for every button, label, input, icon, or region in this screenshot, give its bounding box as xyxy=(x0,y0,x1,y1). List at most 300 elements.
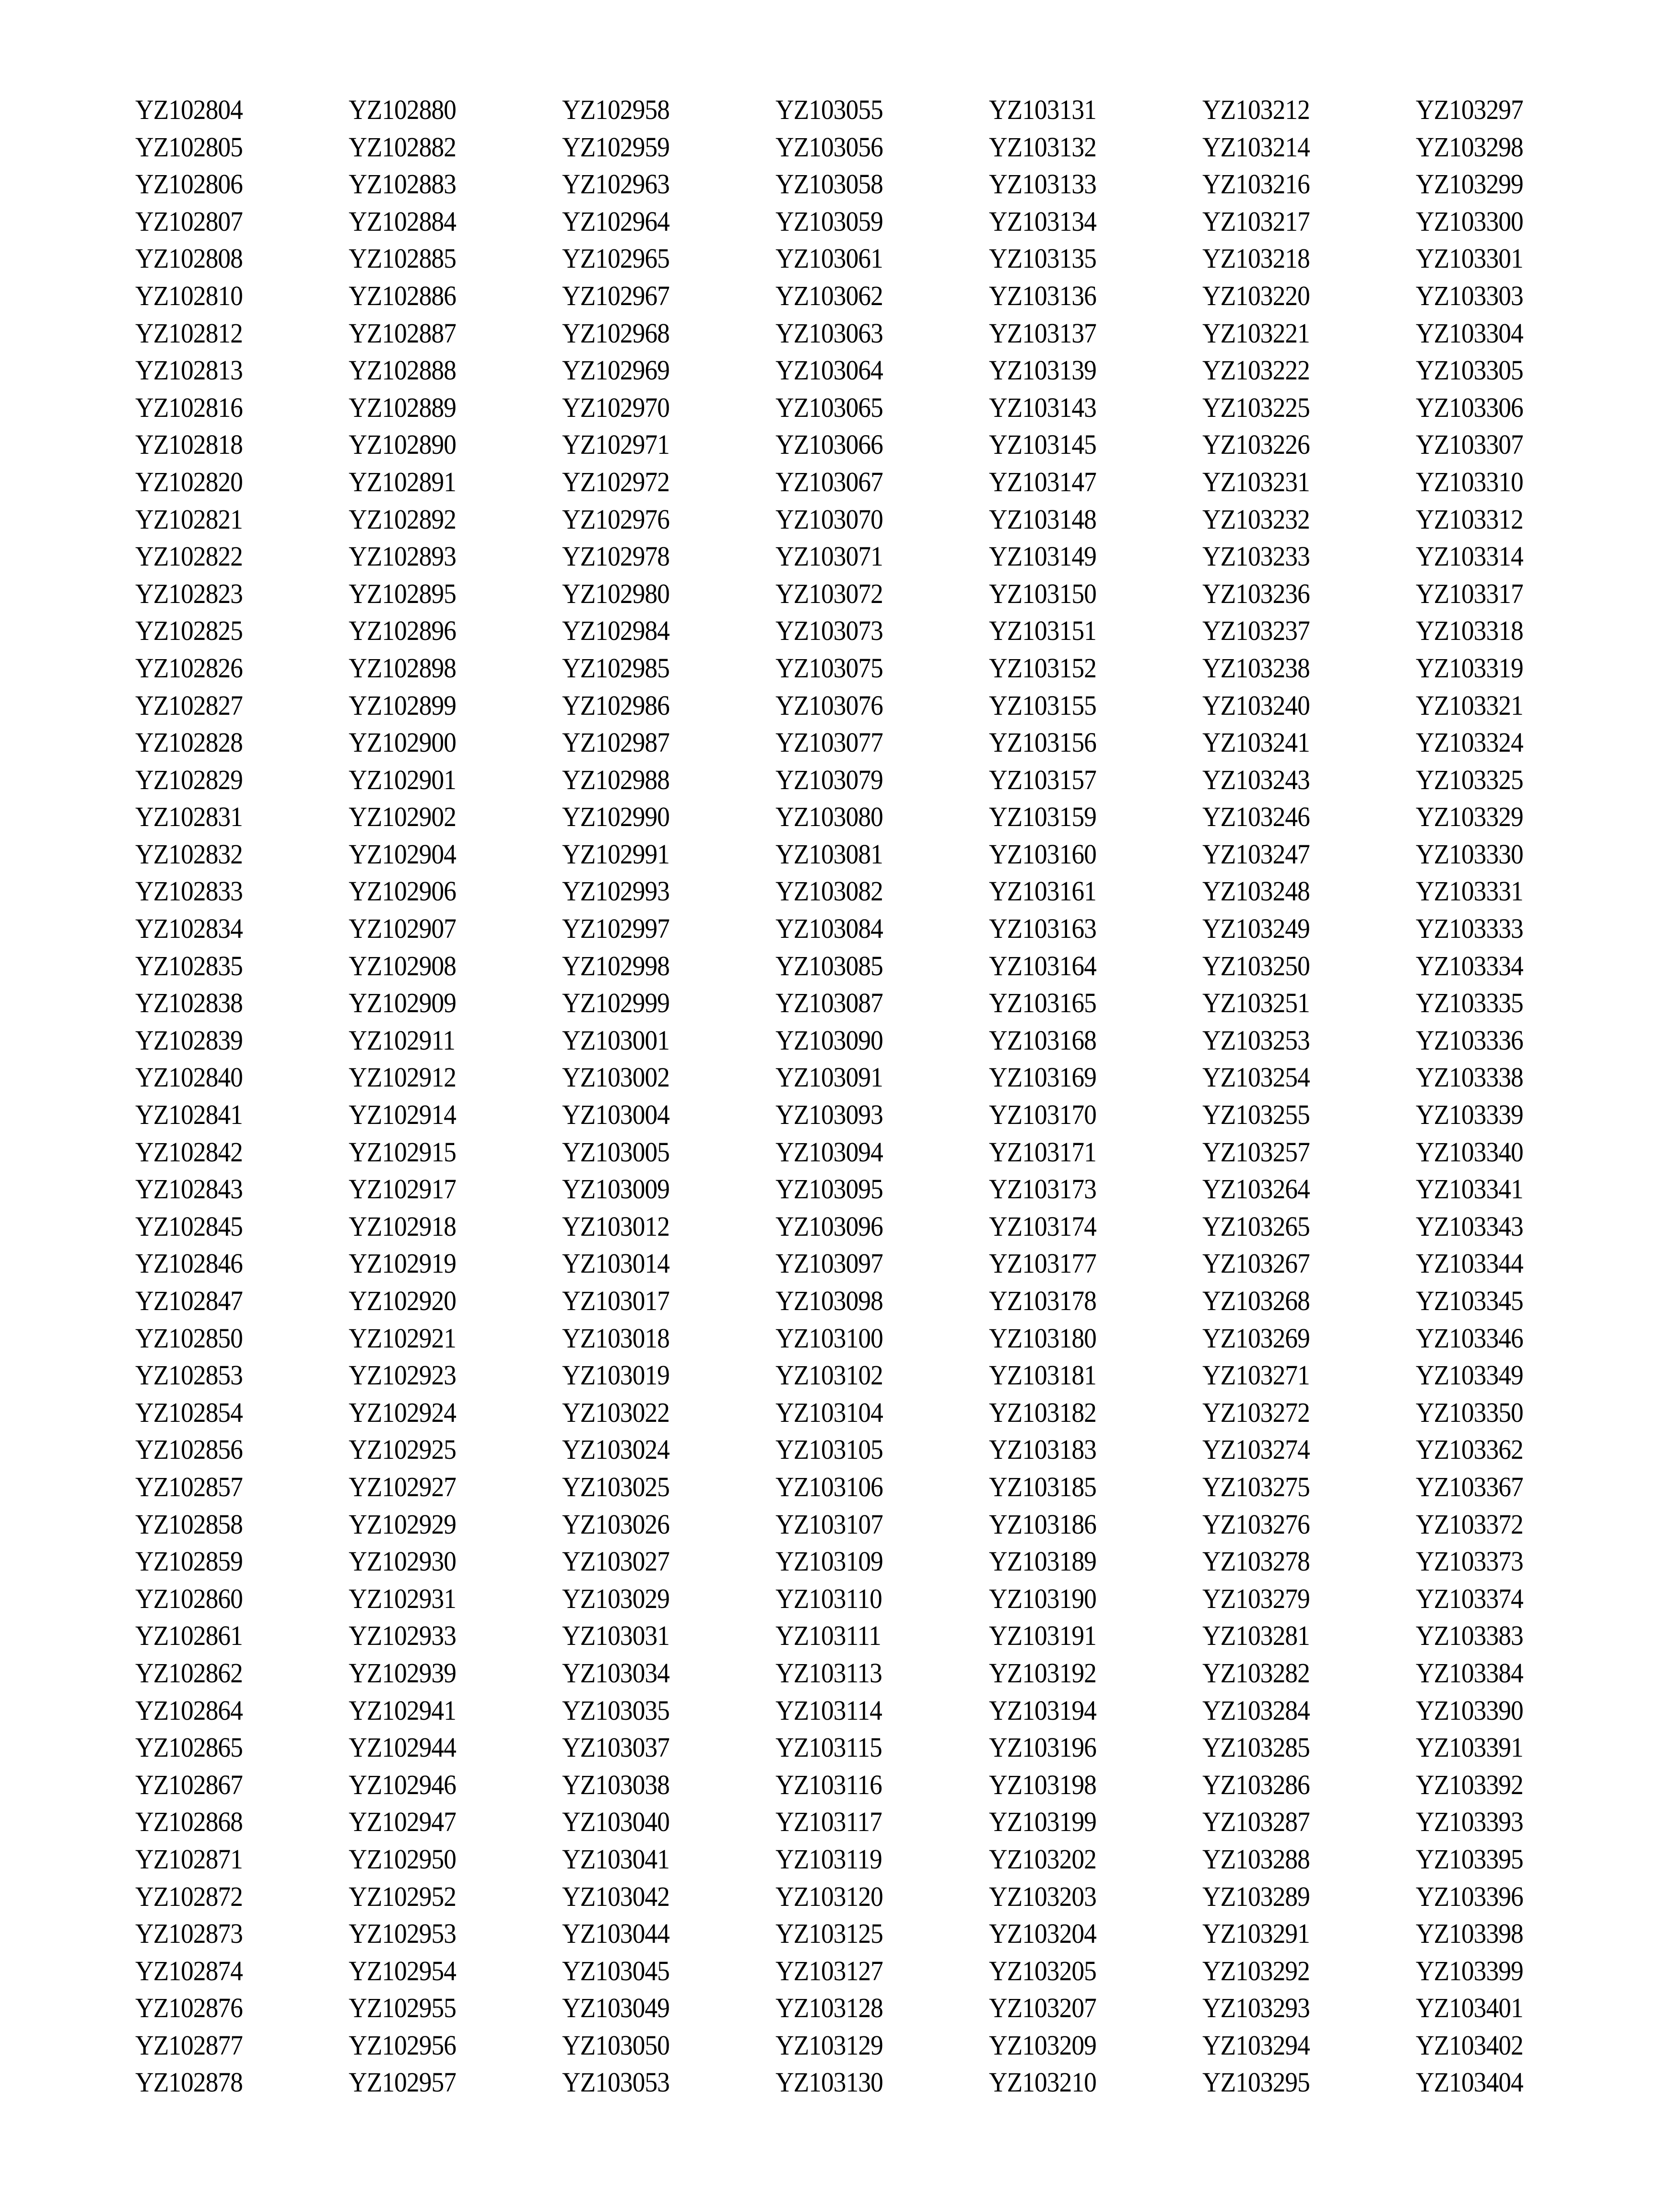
id-cell: YZ102858 xyxy=(135,1508,243,1540)
id-cell: YZ103339 xyxy=(1416,1099,1523,1131)
id-cell: YZ102947 xyxy=(349,1806,456,1838)
id-cell: YZ103304 xyxy=(1416,317,1523,349)
id-cell: YZ103305 xyxy=(1416,355,1523,386)
id-cell: YZ103248 xyxy=(1202,875,1310,907)
id-cell: YZ103267 xyxy=(1202,1248,1310,1279)
id-cell: YZ103321 xyxy=(1416,689,1523,721)
id-cell: YZ103275 xyxy=(1202,1471,1310,1502)
id-cell: YZ102850 xyxy=(135,1322,243,1354)
id-cell: YZ102843 xyxy=(135,1173,243,1205)
id-cell: YZ102807 xyxy=(135,205,243,237)
id-cell: YZ102931 xyxy=(349,1583,456,1614)
id-cell: YZ103291 xyxy=(1202,1918,1310,1950)
id-cell: YZ103067 xyxy=(775,466,883,497)
id-cell: YZ103319 xyxy=(1416,652,1523,684)
id-cell: YZ102891 xyxy=(349,466,456,497)
id-cell: YZ103314 xyxy=(1416,541,1523,572)
id-cell: YZ103116 xyxy=(775,1769,882,1800)
id-cell: YZ102944 xyxy=(349,1732,456,1763)
id-cell: YZ103264 xyxy=(1202,1173,1310,1205)
id-cell: YZ103401 xyxy=(1416,1992,1523,2024)
id-cell: YZ103383 xyxy=(1416,1620,1523,1652)
id-cell: YZ103150 xyxy=(989,578,1096,609)
id-cell: YZ102806 xyxy=(135,168,243,200)
id-cell: YZ103145 xyxy=(989,429,1096,461)
id-cell: YZ103191 xyxy=(989,1620,1096,1652)
id-cell: YZ102954 xyxy=(349,1955,456,1986)
id-cell: YZ103072 xyxy=(775,578,883,609)
id-cell: YZ103178 xyxy=(989,1285,1096,1316)
id-cell: YZ102808 xyxy=(135,243,243,274)
id-cell: YZ103055 xyxy=(775,94,883,125)
id-cell: YZ102985 xyxy=(562,652,670,684)
id-cell: YZ103109 xyxy=(775,1546,883,1577)
id-cell: YZ103076 xyxy=(775,689,883,721)
id-cell: YZ103059 xyxy=(775,205,883,237)
id-cell: YZ102953 xyxy=(349,1918,456,1950)
id-cell: YZ102889 xyxy=(349,391,456,423)
id-cell: YZ103392 xyxy=(1416,1769,1523,1800)
id-cell: YZ103087 xyxy=(775,987,883,1019)
id-cell: YZ102998 xyxy=(562,950,670,981)
id-cell: YZ103024 xyxy=(562,1434,670,1465)
id-cell: YZ103338 xyxy=(1416,1062,1523,1093)
id-cell: YZ103341 xyxy=(1416,1173,1523,1205)
id-cell: YZ102971 xyxy=(562,429,670,461)
id-cell: YZ103287 xyxy=(1202,1806,1310,1838)
id-cell: YZ103194 xyxy=(989,1694,1096,1726)
id-cell: YZ102887 xyxy=(349,317,456,349)
id-cell: YZ103216 xyxy=(1202,168,1310,200)
id-cell: YZ102839 xyxy=(135,1024,243,1056)
id-cell: YZ103335 xyxy=(1416,987,1523,1019)
id-cell: YZ102896 xyxy=(349,615,456,647)
id-cell: YZ102829 xyxy=(135,764,243,795)
id-cell: YZ102827 xyxy=(135,689,243,721)
id-cell: YZ103163 xyxy=(989,913,1096,945)
id-cell: YZ103070 xyxy=(775,503,883,535)
id-cell: YZ103152 xyxy=(989,652,1096,684)
id-cell: YZ103026 xyxy=(562,1508,670,1540)
id-cell: YZ102924 xyxy=(349,1396,456,1428)
id-cell: YZ102874 xyxy=(135,1955,243,1986)
id-cell: YZ102955 xyxy=(349,1992,456,2024)
id-cell: YZ102859 xyxy=(135,1546,243,1577)
id-cell: YZ103064 xyxy=(775,355,883,386)
id-cell: YZ102835 xyxy=(135,950,243,981)
id-cell: YZ103285 xyxy=(1202,1732,1310,1763)
id-cell: YZ102986 xyxy=(562,689,670,721)
id-cell: YZ102915 xyxy=(349,1136,456,1168)
id-cell: YZ103037 xyxy=(562,1732,670,1763)
id-cell: YZ103159 xyxy=(989,801,1096,833)
id-cell: YZ103170 xyxy=(989,1099,1096,1131)
id-cell: YZ103192 xyxy=(989,1657,1096,1689)
id-cell: YZ102967 xyxy=(562,280,670,311)
id-cell: YZ103034 xyxy=(562,1657,670,1689)
id-cell: YZ103017 xyxy=(562,1285,670,1316)
id-cell: YZ103149 xyxy=(989,541,1096,572)
id-cell: YZ103203 xyxy=(989,1880,1096,1912)
id-cell: YZ103343 xyxy=(1416,1210,1523,1242)
id-cell: YZ103127 xyxy=(775,1955,883,1986)
id-cell: YZ102841 xyxy=(135,1099,243,1131)
id-cell: YZ103111 xyxy=(775,1620,881,1652)
id-cell: YZ103022 xyxy=(562,1396,670,1428)
id-cell: YZ102805 xyxy=(135,131,243,163)
id-cell: YZ103061 xyxy=(775,243,883,274)
id-cell: YZ103199 xyxy=(989,1806,1096,1838)
id-cell: YZ103066 xyxy=(775,429,883,461)
id-cell: YZ102906 xyxy=(349,875,456,907)
id-cell: YZ102893 xyxy=(349,541,456,572)
id-cell: YZ102845 xyxy=(135,1210,243,1242)
id-cell: YZ103155 xyxy=(989,689,1096,721)
id-cell: YZ103272 xyxy=(1202,1396,1310,1428)
id-cell: YZ103082 xyxy=(775,875,883,907)
id-cell: YZ102933 xyxy=(349,1620,456,1652)
id-cell: YZ103222 xyxy=(1202,355,1310,386)
id-cell: YZ102816 xyxy=(135,391,243,423)
id-cell: YZ102853 xyxy=(135,1359,243,1391)
id-cell: YZ102900 xyxy=(349,727,456,758)
id-cell: YZ103310 xyxy=(1416,466,1523,497)
id-cell: YZ103081 xyxy=(775,838,883,870)
id-cell: YZ103093 xyxy=(775,1099,883,1131)
id-cell: YZ103045 xyxy=(562,1955,670,1986)
id-cell: YZ103393 xyxy=(1416,1806,1523,1838)
id-cell: YZ103374 xyxy=(1416,1583,1523,1614)
id-cell: YZ103135 xyxy=(989,243,1096,274)
id-cell: YZ103115 xyxy=(775,1732,882,1763)
id-cell: YZ103094 xyxy=(775,1136,883,1168)
id-cell: YZ103119 xyxy=(775,1843,882,1875)
id-cell: YZ103231 xyxy=(1202,466,1310,497)
id-cell: YZ103181 xyxy=(989,1359,1096,1391)
id-cell: YZ103286 xyxy=(1202,1769,1310,1800)
id-cell: YZ102965 xyxy=(562,243,670,274)
id-cell: YZ103174 xyxy=(989,1210,1096,1242)
id-cell: YZ102904 xyxy=(349,838,456,870)
id-cell: YZ103185 xyxy=(989,1471,1096,1502)
id-cell: YZ102991 xyxy=(562,838,670,870)
id-cell: YZ103031 xyxy=(562,1620,670,1652)
id-cell: YZ103236 xyxy=(1202,578,1310,609)
id-cell: YZ103210 xyxy=(989,2067,1096,2098)
id-cell: YZ103058 xyxy=(775,168,883,200)
id-cell: YZ103257 xyxy=(1202,1136,1310,1168)
id-list-table xyxy=(135,91,1629,2101)
id-cell: YZ103080 xyxy=(775,801,883,833)
id-cell: YZ103182 xyxy=(989,1396,1096,1428)
id-cell: YZ103325 xyxy=(1416,764,1523,795)
id-cell: YZ102846 xyxy=(135,1248,243,1279)
id-cell: YZ102834 xyxy=(135,913,243,945)
id-cell: YZ103391 xyxy=(1416,1732,1523,1763)
id-cell: YZ103177 xyxy=(989,1248,1096,1279)
id-cell: YZ102821 xyxy=(135,503,243,535)
id-cell: YZ103129 xyxy=(775,2029,883,2061)
id-cell: YZ103025 xyxy=(562,1471,670,1502)
id-cell: YZ102861 xyxy=(135,1620,243,1652)
id-cell: YZ103085 xyxy=(775,950,883,981)
id-cell: YZ102872 xyxy=(135,1880,243,1912)
id-cell: YZ103164 xyxy=(989,950,1096,981)
id-cell: YZ103147 xyxy=(989,466,1096,497)
id-cell: YZ102908 xyxy=(349,950,456,981)
id-cell: YZ103098 xyxy=(775,1285,883,1316)
id-cell: YZ103396 xyxy=(1416,1880,1523,1912)
id-cell: YZ103299 xyxy=(1416,168,1523,200)
id-cell: YZ102860 xyxy=(135,1583,243,1614)
id-cell: YZ103027 xyxy=(562,1546,670,1577)
id-cell: YZ102921 xyxy=(349,1322,456,1354)
id-cell: YZ102923 xyxy=(349,1359,456,1391)
id-cell: YZ103151 xyxy=(989,615,1096,647)
id-cell: YZ103247 xyxy=(1202,838,1310,870)
id-cell: YZ103040 xyxy=(562,1806,670,1838)
id-cell: YZ102892 xyxy=(349,503,456,535)
id-cell: YZ103131 xyxy=(989,94,1096,125)
id-cell: YZ102826 xyxy=(135,652,243,684)
id-cell: YZ102950 xyxy=(349,1843,456,1875)
id-cell: YZ103232 xyxy=(1202,503,1310,535)
id-cell: YZ103004 xyxy=(562,1099,670,1131)
id-cell: YZ103156 xyxy=(989,727,1096,758)
id-cell: YZ103143 xyxy=(989,391,1096,423)
id-cell: YZ103079 xyxy=(775,764,883,795)
id-cell: YZ103238 xyxy=(1202,652,1310,684)
id-cell: YZ102902 xyxy=(349,801,456,833)
id-cell: YZ103002 xyxy=(562,1062,670,1093)
id-cell: YZ103301 xyxy=(1416,243,1523,274)
id-cell: YZ103334 xyxy=(1416,950,1523,981)
id-cell: YZ103117 xyxy=(775,1806,882,1838)
id-cell: YZ103133 xyxy=(989,168,1096,200)
id-cell: YZ103274 xyxy=(1202,1434,1310,1465)
id-cell: YZ103049 xyxy=(562,1992,670,2024)
id-cell: YZ102842 xyxy=(135,1136,243,1168)
id-cell: YZ102925 xyxy=(349,1434,456,1465)
id-cell: YZ103168 xyxy=(989,1024,1096,1056)
id-cell: YZ103134 xyxy=(989,205,1096,237)
id-cell: YZ102914 xyxy=(349,1099,456,1131)
id-cell: YZ103345 xyxy=(1416,1285,1523,1316)
id-cell: YZ102873 xyxy=(135,1918,243,1950)
id-cell: YZ102847 xyxy=(135,1285,243,1316)
id-cell: YZ103214 xyxy=(1202,131,1310,163)
id-cell: YZ103333 xyxy=(1416,913,1523,945)
id-cell: YZ103038 xyxy=(562,1769,670,1800)
id-cell: YZ103367 xyxy=(1416,1471,1523,1502)
id-cell: YZ103125 xyxy=(775,1918,883,1950)
id-cell: YZ102912 xyxy=(349,1062,456,1093)
id-cell: YZ103240 xyxy=(1202,689,1310,721)
id-cell: YZ103102 xyxy=(775,1359,883,1391)
id-cell: YZ102828 xyxy=(135,727,243,758)
id-cell: YZ102997 xyxy=(562,913,670,945)
id-cell: YZ103329 xyxy=(1416,801,1523,833)
id-cell: YZ103056 xyxy=(775,131,883,163)
id-cell: YZ103233 xyxy=(1202,541,1310,572)
id-cell: YZ103253 xyxy=(1202,1024,1310,1056)
id-cell: YZ102864 xyxy=(135,1694,243,1726)
id-cell: YZ103114 xyxy=(775,1694,882,1726)
id-cell: YZ103399 xyxy=(1416,1955,1523,1986)
id-cell: YZ103331 xyxy=(1416,875,1523,907)
id-cell: YZ102963 xyxy=(562,168,670,200)
id-cell: YZ102857 xyxy=(135,1471,243,1502)
id-cell: YZ103289 xyxy=(1202,1880,1310,1912)
id-cell: YZ102882 xyxy=(349,131,456,163)
id-cell: YZ103306 xyxy=(1416,391,1523,423)
id-cell: YZ102980 xyxy=(562,578,670,609)
id-cell: YZ103292 xyxy=(1202,1955,1310,1986)
id-cell: YZ102964 xyxy=(562,205,670,237)
id-cell: YZ103169 xyxy=(989,1062,1096,1093)
id-cell: YZ103246 xyxy=(1202,801,1310,833)
id-cell: YZ103254 xyxy=(1202,1062,1310,1093)
id-cell: YZ103220 xyxy=(1202,280,1310,311)
id-cell: YZ103012 xyxy=(562,1210,670,1242)
id-cell: YZ102890 xyxy=(349,429,456,461)
id-cell: YZ103330 xyxy=(1416,838,1523,870)
id-cell: YZ102867 xyxy=(135,1769,243,1800)
id-cell: YZ103207 xyxy=(989,1992,1096,2024)
id-cell: YZ102898 xyxy=(349,652,456,684)
id-cell: YZ103284 xyxy=(1202,1694,1310,1726)
id-cell: YZ103268 xyxy=(1202,1285,1310,1316)
id-cell: YZ103075 xyxy=(775,652,883,684)
id-cell: YZ103312 xyxy=(1416,503,1523,535)
id-cell: YZ103136 xyxy=(989,280,1096,311)
id-cell: YZ103278 xyxy=(1202,1546,1310,1577)
id-cell: YZ103071 xyxy=(775,541,883,572)
id-cell: YZ103265 xyxy=(1202,1210,1310,1242)
id-cell: YZ103221 xyxy=(1202,317,1310,349)
id-cell: YZ103255 xyxy=(1202,1099,1310,1131)
id-cell: YZ103148 xyxy=(989,503,1096,535)
id-cell: YZ102862 xyxy=(135,1657,243,1689)
id-cell: YZ103204 xyxy=(989,1918,1096,1950)
id-cell: YZ103344 xyxy=(1416,1248,1523,1279)
id-cell: YZ103251 xyxy=(1202,987,1310,1019)
id-cell: YZ102871 xyxy=(135,1843,243,1875)
id-cell: YZ102833 xyxy=(135,875,243,907)
id-cell: YZ103096 xyxy=(775,1210,883,1242)
id-cell: YZ102813 xyxy=(135,355,243,386)
id-cell: YZ102959 xyxy=(562,131,670,163)
id-cell: YZ103212 xyxy=(1202,94,1310,125)
id-cell: YZ102868 xyxy=(135,1806,243,1838)
id-cell: YZ102957 xyxy=(349,2067,456,2098)
id-cell: YZ103336 xyxy=(1416,1024,1523,1056)
id-cell: YZ103281 xyxy=(1202,1620,1310,1652)
id-cell: YZ103077 xyxy=(775,727,883,758)
id-cell: YZ103209 xyxy=(989,2029,1096,2061)
id-cell: YZ103297 xyxy=(1416,94,1523,125)
id-cell: YZ102883 xyxy=(349,168,456,200)
id-cell: YZ103041 xyxy=(562,1843,670,1875)
id-cell: YZ103241 xyxy=(1202,727,1310,758)
id-cell: YZ102958 xyxy=(562,94,670,125)
id-cell: YZ102880 xyxy=(349,94,456,125)
id-cell: YZ102927 xyxy=(349,1471,456,1502)
id-cell: YZ102917 xyxy=(349,1173,456,1205)
id-cell: YZ103035 xyxy=(562,1694,670,1726)
id-cell: YZ103073 xyxy=(775,615,883,647)
id-cell: YZ103293 xyxy=(1202,1992,1310,2024)
id-cell: YZ102984 xyxy=(562,615,670,647)
id-cell: YZ102976 xyxy=(562,503,670,535)
id-cell: YZ103390 xyxy=(1416,1694,1523,1726)
id-cell: YZ103132 xyxy=(989,131,1096,163)
id-cell: YZ103190 xyxy=(989,1583,1096,1614)
id-cell: YZ103198 xyxy=(989,1769,1096,1800)
id-cell: YZ102895 xyxy=(349,578,456,609)
id-cell: YZ103295 xyxy=(1202,2067,1310,2098)
id-cell: YZ102988 xyxy=(562,764,670,795)
id-cell: YZ103307 xyxy=(1416,429,1523,461)
id-cell: YZ103005 xyxy=(562,1136,670,1168)
id-cell: YZ102865 xyxy=(135,1732,243,1763)
id-cell: YZ102840 xyxy=(135,1062,243,1093)
id-cell: YZ102978 xyxy=(562,541,670,572)
id-cell: YZ103202 xyxy=(989,1843,1096,1875)
id-cell: YZ103271 xyxy=(1202,1359,1310,1391)
id-cell: YZ103097 xyxy=(775,1248,883,1279)
id-cell: YZ103300 xyxy=(1416,205,1523,237)
id-cell: YZ103063 xyxy=(775,317,883,349)
id-cell: YZ102920 xyxy=(349,1285,456,1316)
id-cell: YZ102939 xyxy=(349,1657,456,1689)
id-cell: YZ102911 xyxy=(349,1024,455,1056)
id-cell: YZ103362 xyxy=(1416,1434,1523,1465)
id-cell: YZ103186 xyxy=(989,1508,1096,1540)
id-cell: YZ102854 xyxy=(135,1396,243,1428)
id-cell: YZ103104 xyxy=(775,1396,883,1428)
id-cell: YZ102810 xyxy=(135,280,243,311)
id-cell: YZ103402 xyxy=(1416,2029,1523,2061)
id-cell: YZ103160 xyxy=(989,838,1096,870)
id-cell: YZ102804 xyxy=(135,94,243,125)
id-cell: YZ103373 xyxy=(1416,1546,1523,1577)
id-cell: YZ103218 xyxy=(1202,243,1310,274)
id-cell: YZ103009 xyxy=(562,1173,670,1205)
id-cell: YZ103340 xyxy=(1416,1136,1523,1168)
id-cell: YZ103398 xyxy=(1416,1918,1523,1950)
id-cell: YZ103237 xyxy=(1202,615,1310,647)
id-cell: YZ103171 xyxy=(989,1136,1096,1168)
id-cell: YZ102885 xyxy=(349,243,456,274)
id-cell: YZ102825 xyxy=(135,615,243,647)
id-cell: YZ102972 xyxy=(562,466,670,497)
id-cell: YZ102818 xyxy=(135,429,243,461)
id-cell: YZ102832 xyxy=(135,838,243,870)
id-cell: YZ103110 xyxy=(775,1583,882,1614)
id-cell: YZ103161 xyxy=(989,875,1096,907)
id-cell: YZ103065 xyxy=(775,391,883,423)
id-cell: YZ103014 xyxy=(562,1248,670,1279)
id-cell: YZ103279 xyxy=(1202,1583,1310,1614)
id-cell: YZ102886 xyxy=(349,280,456,311)
id-cell: YZ103100 xyxy=(775,1322,883,1354)
id-cell: YZ103173 xyxy=(989,1173,1096,1205)
id-cell: YZ103120 xyxy=(775,1880,883,1912)
id-cell: YZ102993 xyxy=(562,875,670,907)
id-cell: YZ103084 xyxy=(775,913,883,945)
id-cell: YZ102999 xyxy=(562,987,670,1019)
